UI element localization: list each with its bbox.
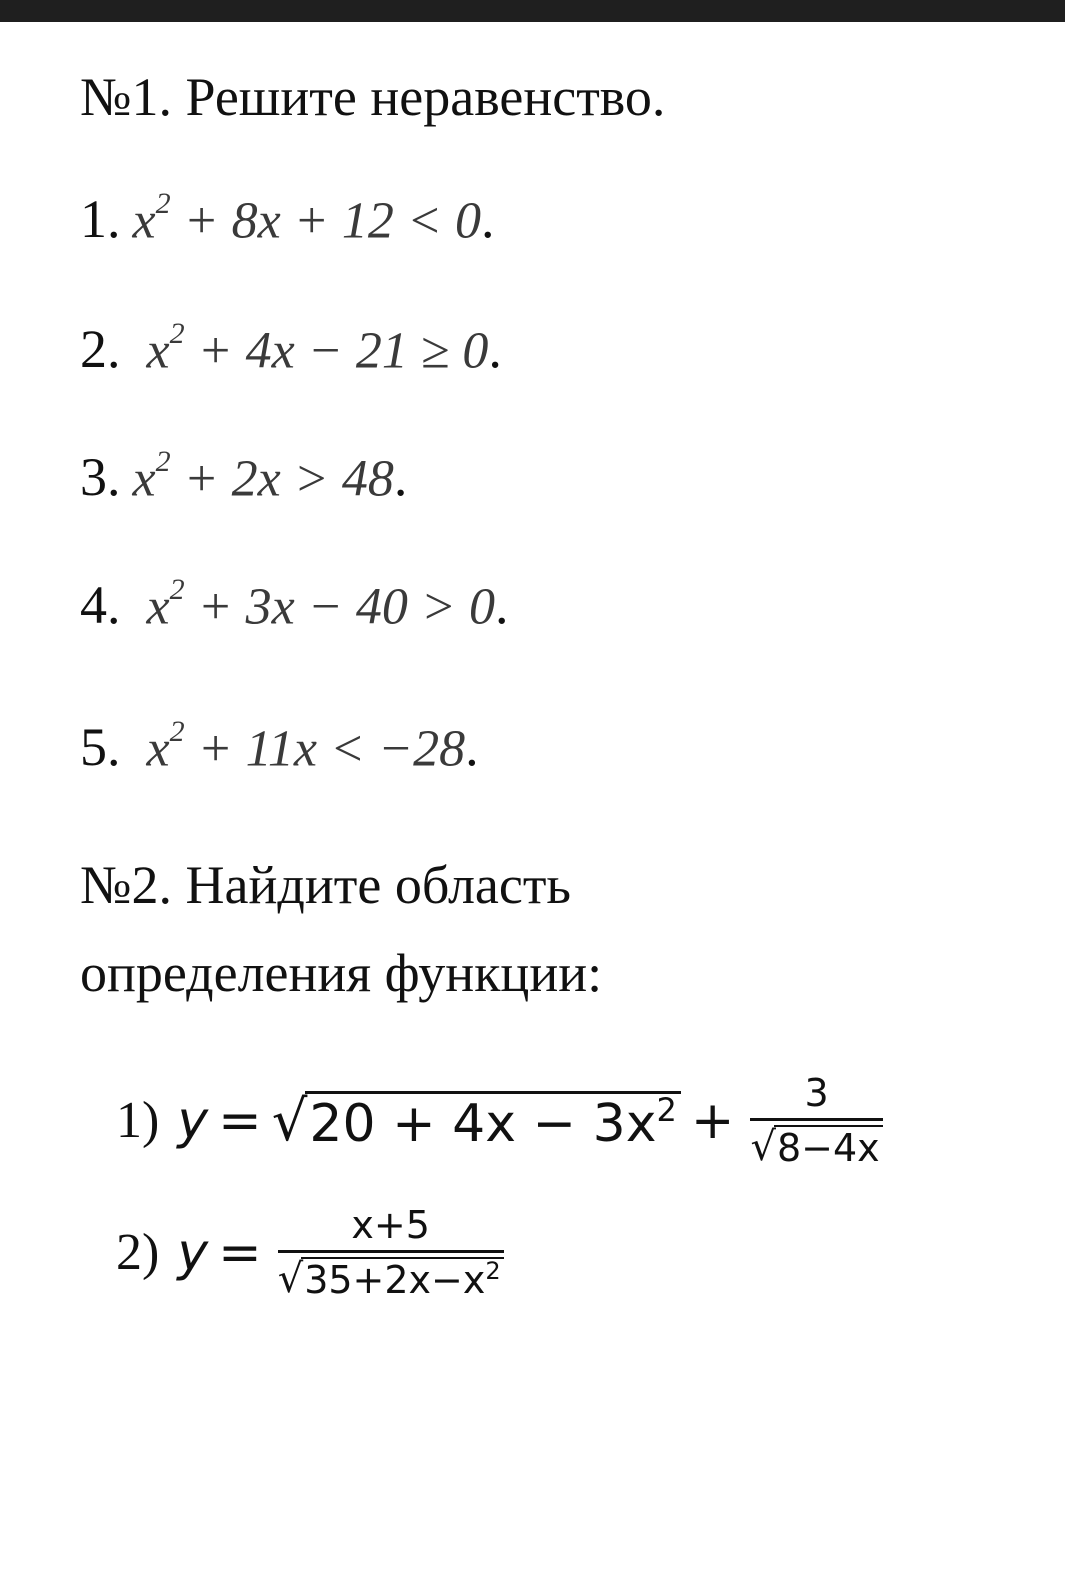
item-number: 3. bbox=[80, 447, 121, 507]
math-expression: $x^2 + 3x - 40 > 0$ bbox=[146, 572, 495, 635]
fraction-denominator: √ 8−4x bbox=[750, 1121, 882, 1167]
math-expression: $x^2 + 2x > 48$ bbox=[132, 444, 394, 507]
equals-sign: = bbox=[218, 1090, 262, 1151]
radical-icon: √ bbox=[277, 1256, 304, 1302]
inequality-3 bbox=[80, 444, 408, 507]
fraction bbox=[277, 1203, 504, 1302]
function-label: 2) bbox=[116, 1223, 160, 1281]
top-bar bbox=[0, 0, 1065, 22]
radical-icon: √ bbox=[271, 1089, 308, 1154]
fraction-denominator: √ $35+2x-x^2$ bbox=[278, 1253, 504, 1299]
equals-sign: = bbox=[218, 1222, 262, 1283]
square-root bbox=[271, 1089, 681, 1154]
item-number: 1. bbox=[80, 189, 121, 249]
function-label: 1) bbox=[116, 1091, 160, 1149]
inequality-4 bbox=[80, 572, 509, 635]
inequality-1 bbox=[80, 186, 495, 249]
fraction bbox=[750, 1071, 882, 1170]
period: . bbox=[494, 575, 509, 635]
fraction-numerator: 3 bbox=[804, 1071, 829, 1115]
function-1 bbox=[116, 1071, 889, 1170]
task2-heading-line1: №2. Найдите область bbox=[80, 855, 572, 915]
math-expression: $x^2 + 4x - 21 \ge 0$ bbox=[146, 316, 489, 379]
item-number: 4. bbox=[80, 575, 121, 635]
plus-sign: + bbox=[690, 1090, 735, 1151]
function-2 bbox=[116, 1203, 510, 1302]
period: . bbox=[488, 319, 502, 379]
period: . bbox=[465, 717, 479, 777]
period: . bbox=[393, 447, 408, 507]
function-variable: y bbox=[177, 1222, 209, 1283]
fraction-numerator: x+5 bbox=[351, 1203, 430, 1247]
item-number: 2. bbox=[80, 319, 121, 379]
math-expression: $x^2 + 8x + 12 < 0$ bbox=[132, 186, 481, 249]
inequality-2 bbox=[80, 316, 502, 379]
math-expression: $x^2 + 11x < -28$ bbox=[146, 714, 466, 777]
function-variable: y bbox=[177, 1090, 209, 1151]
task1-heading: №1. Решите неравенство. bbox=[80, 67, 666, 127]
root-body: $20 + 4x - 3x^2$ bbox=[305, 1091, 681, 1150]
inequality-5 bbox=[80, 714, 479, 777]
item-number: 5. bbox=[80, 717, 121, 777]
radical-icon: √ bbox=[750, 1124, 776, 1170]
period: . bbox=[480, 189, 495, 249]
task2-heading-line2: определения функции: bbox=[80, 943, 603, 1003]
